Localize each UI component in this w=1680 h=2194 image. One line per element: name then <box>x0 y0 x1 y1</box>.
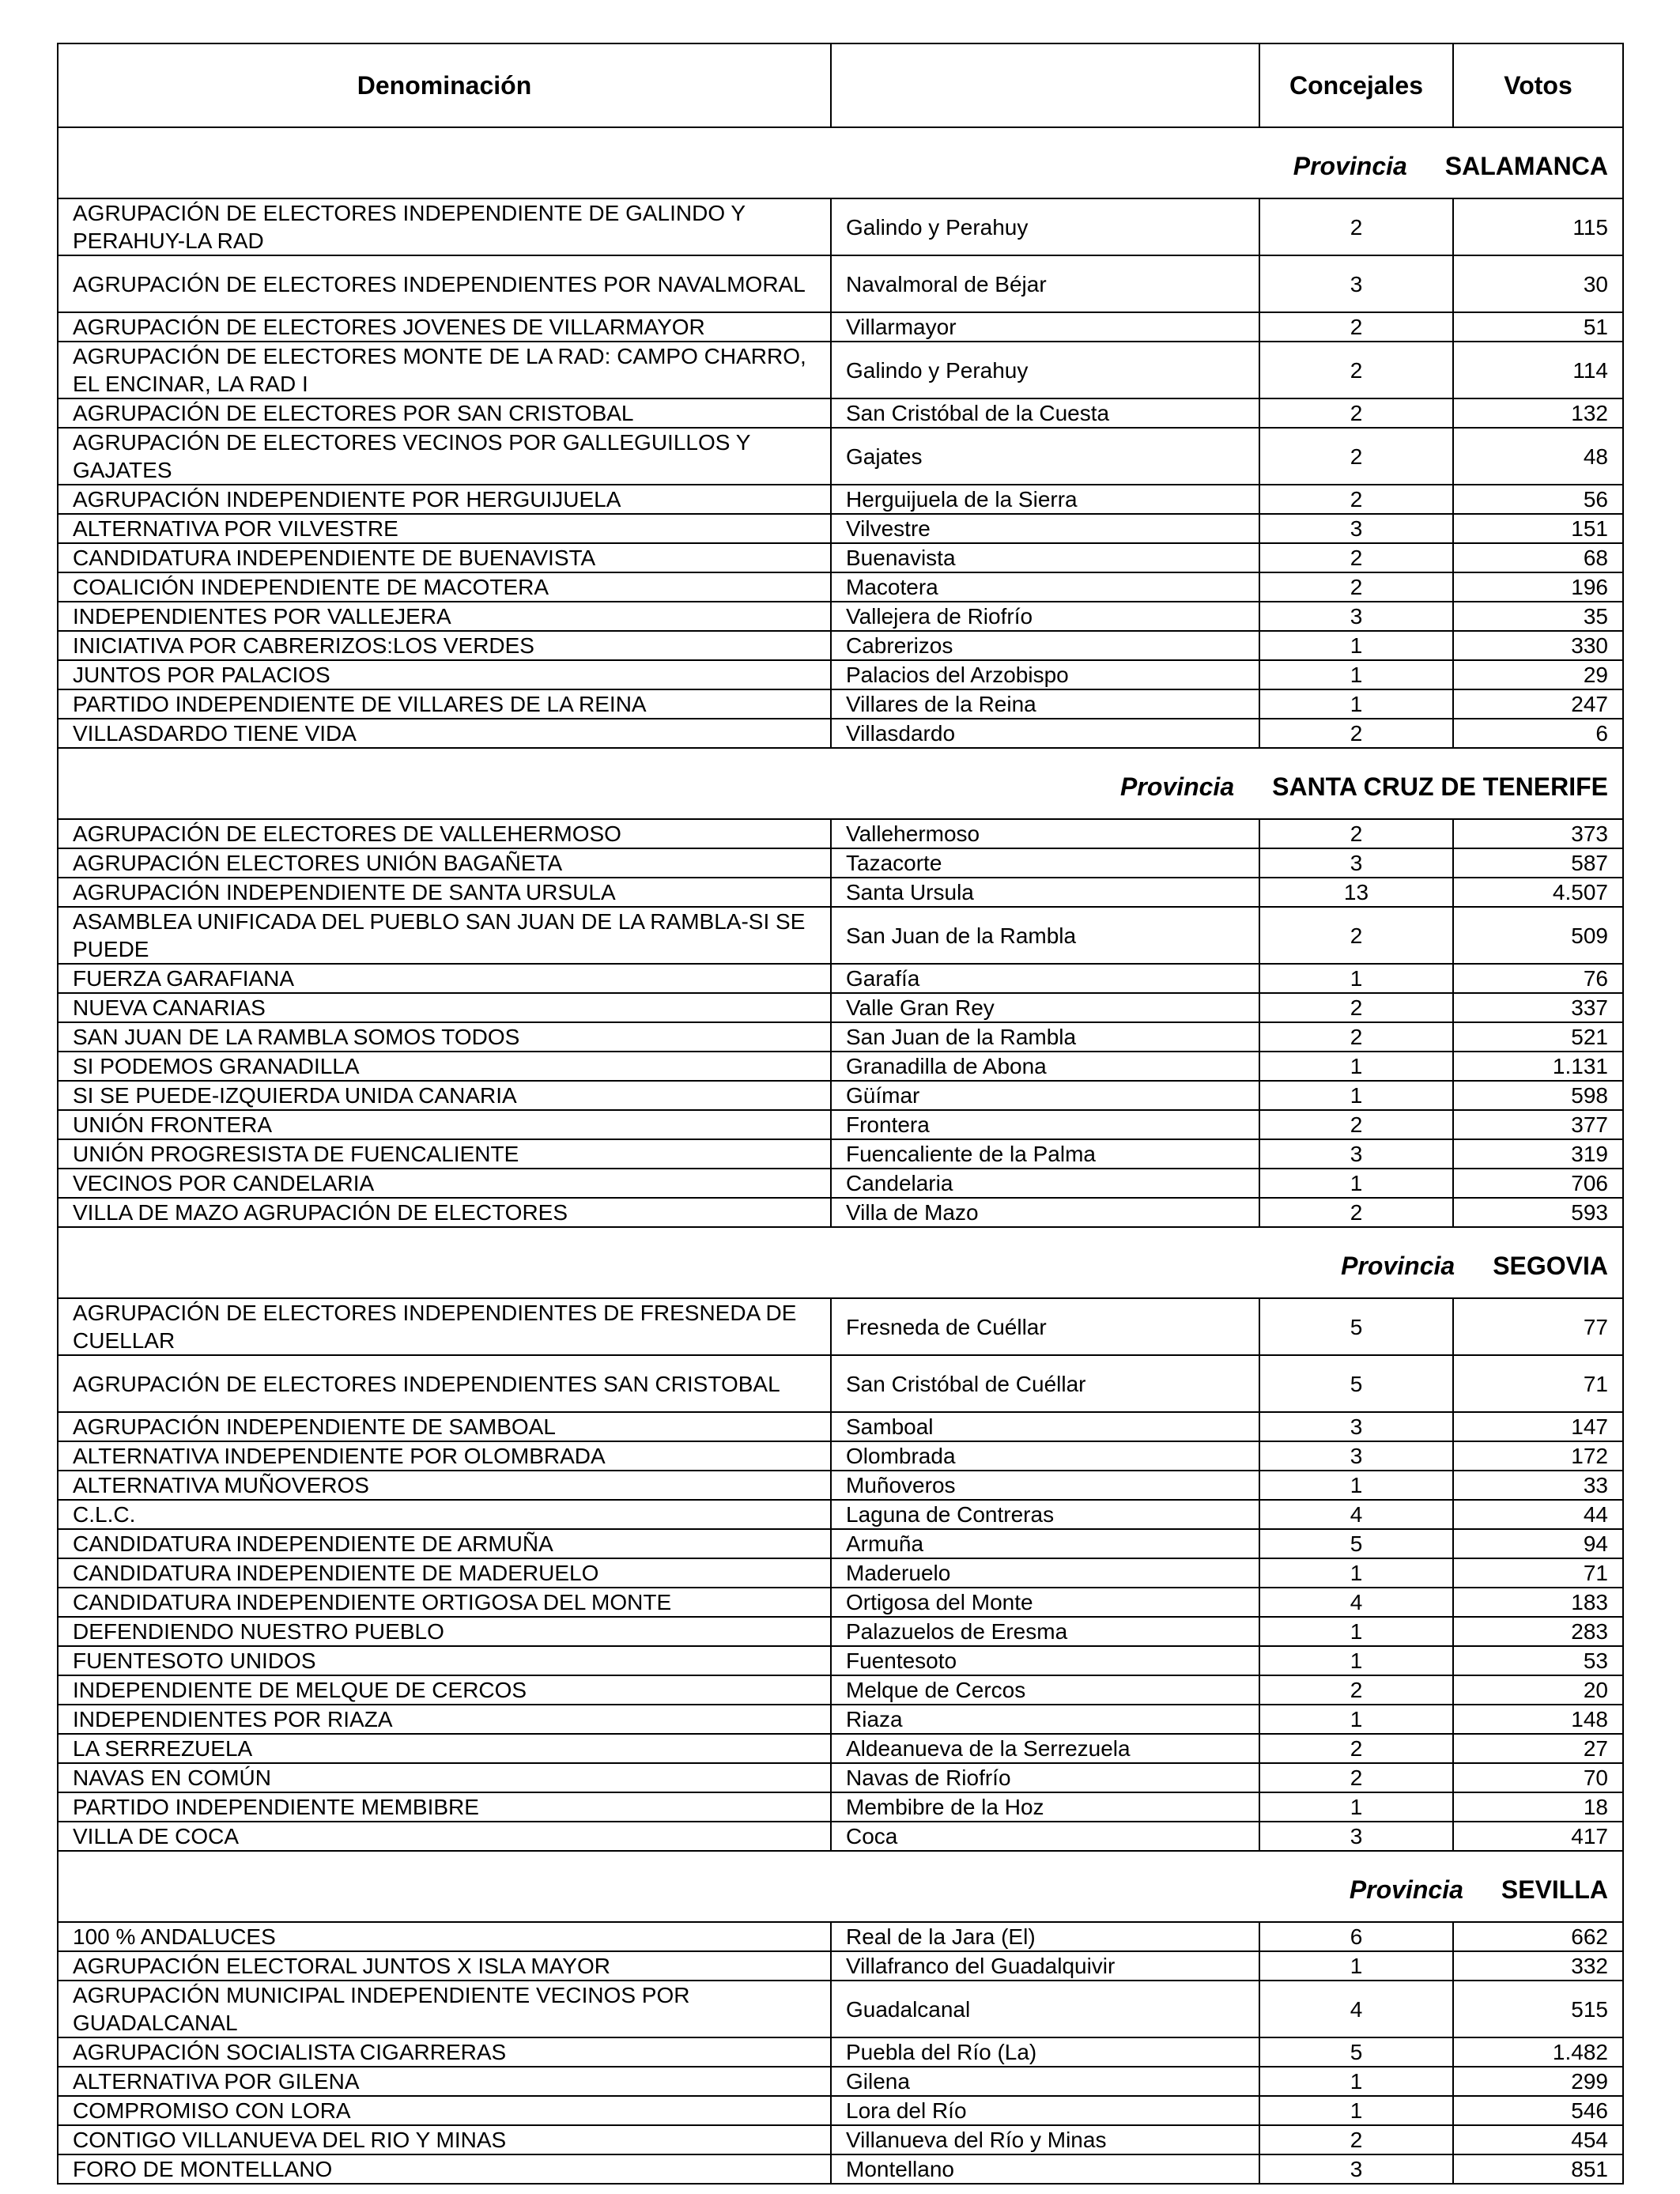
cell-municipio: Real de la Jara (El) <box>831 1922 1259 1951</box>
cell-votos: 546 <box>1453 2096 1623 2125</box>
table-row <box>58 1705 1623 1734</box>
province-label: Provincia <box>1293 151 1407 180</box>
cell-denominacion: 100 % ANDALUCES <box>58 1922 831 1951</box>
cell-municipio: Candelaria <box>831 1169 1259 1198</box>
cell-votos: 299 <box>1453 2067 1623 2096</box>
cell-concejales: 2 <box>1259 819 1453 848</box>
table-row <box>58 993 1623 1022</box>
cell-votos: 373 <box>1453 819 1623 848</box>
cell-concejales: 1 <box>1259 1792 1453 1822</box>
cell-municipio: Villares de la Reina <box>831 689 1259 719</box>
cell-concejales: 2 <box>1259 1198 1453 1227</box>
table-row <box>58 1763 1623 1792</box>
cell-denominacion: DEFENDIENDO NUESTRO PUEBLO <box>58 1617 831 1646</box>
cell-concejales: 2 <box>1259 1022 1453 1052</box>
table-row <box>58 1822 1623 1851</box>
table-row <box>58 514 1623 543</box>
cell-municipio: Coca <box>831 1822 1259 1851</box>
province-header <box>58 127 1623 198</box>
cell-votos: 509 <box>1453 907 1623 964</box>
cell-denominacion: FUERZA GARAFIANA <box>58 964 831 993</box>
cell-votos: 337 <box>1453 993 1623 1022</box>
table-row <box>58 1617 1623 1646</box>
cell-municipio: Tazacorte <box>831 848 1259 878</box>
table-row <box>58 1675 1623 1705</box>
cell-denominacion: AGRUPACIÓN DE ELECTORES MONTE DE LA RAD: CAMPO CHARRO, EL ENCINAR, LA RAD I <box>58 342 831 398</box>
cell-votos: 319 <box>1453 1139 1623 1169</box>
cell-denominacion: PARTIDO INDEPENDIENTE DE VILLARES DE LA REINA <box>58 689 831 719</box>
cell-concejales: 3 <box>1259 1139 1453 1169</box>
cell-concejales: 1 <box>1259 1951 1453 1981</box>
cell-concejales: 2 <box>1259 485 1453 514</box>
cell-concejales: 1 <box>1259 1705 1453 1734</box>
cell-municipio: Garafía <box>831 964 1259 993</box>
cell-votos: 247 <box>1453 689 1623 719</box>
cell-concejales: 3 <box>1259 848 1453 878</box>
table-row <box>58 255 1623 312</box>
cell-municipio: Güímar <box>831 1081 1259 1110</box>
cell-denominacion: INICIATIVA POR CABRERIZOS:LOS VERDES <box>58 631 831 660</box>
cell-votos: 35 <box>1453 602 1623 631</box>
province-header <box>58 748 1623 819</box>
table-row <box>58 342 1623 398</box>
cell-concejales: 1 <box>1259 2067 1453 2096</box>
cell-concejales: 1 <box>1259 689 1453 719</box>
cell-concejales: 1 <box>1259 964 1453 993</box>
cell-municipio: Galindo y Perahuy <box>831 198 1259 255</box>
cell-votos: 20 <box>1453 1675 1623 1705</box>
province-name: SALAMANCA <box>1444 151 1608 180</box>
cell-municipio: Melque de Cercos <box>831 1675 1259 1705</box>
table-row <box>58 1022 1623 1052</box>
cell-denominacion: COALICIÓN INDEPENDIENTE DE MACOTERA <box>58 572 831 602</box>
table-row <box>58 1529 1623 1558</box>
cell-votos: 148 <box>1453 1705 1623 1734</box>
cell-concejales: 2 <box>1259 993 1453 1022</box>
table-row <box>58 1471 1623 1500</box>
cell-denominacion: NUEVA CANARIAS <box>58 993 831 1022</box>
cell-votos: 330 <box>1453 631 1623 660</box>
cell-votos: 417 <box>1453 1822 1623 1851</box>
table-row <box>58 689 1623 719</box>
cell-votos: 44 <box>1453 1500 1623 1529</box>
cell-denominacion: VILLA DE MAZO AGRUPACIÓN DE ELECTORES <box>58 1198 831 1227</box>
cell-denominacion: C.L.C. <box>58 1500 831 1529</box>
cell-municipio: Lora del Río <box>831 2096 1259 2125</box>
table-row <box>58 1646 1623 1675</box>
cell-denominacion: VECINOS POR CANDELARIA <box>58 1169 831 1198</box>
cell-denominacion: FUENTESOTO UNIDOS <box>58 1646 831 1675</box>
cell-concejales: 1 <box>1259 1081 1453 1110</box>
cell-concejales: 1 <box>1259 660 1453 689</box>
cell-concejales: 1 <box>1259 1617 1453 1646</box>
cell-concejales: 2 <box>1259 342 1453 398</box>
table-header-row <box>58 43 1623 127</box>
table-row <box>58 1558 1623 1588</box>
cell-municipio: Herguijuela de la Sierra <box>831 485 1259 514</box>
cell-denominacion: INDEPENDIENTE DE MELQUE DE CERCOS <box>58 1675 831 1705</box>
cell-votos: 77 <box>1453 1298 1623 1355</box>
cell-denominacion: AGRUPACIÓN DE ELECTORES VECINOS POR GALLEGUILLOS Y GAJATES <box>58 428 831 485</box>
cell-concejales: 1 <box>1259 1169 1453 1198</box>
cell-votos: 593 <box>1453 1198 1623 1227</box>
cell-municipio: Montellano <box>831 2154 1259 2184</box>
cell-denominacion: ALTERNATIVA MUÑOVEROS <box>58 1471 831 1500</box>
cell-municipio: Fuencaliente de la Palma <box>831 1139 1259 1169</box>
cell-votos: 27 <box>1453 1734 1623 1763</box>
cell-municipio: Muñoveros <box>831 1471 1259 1500</box>
table-row <box>58 1951 1623 1981</box>
cell-denominacion: SI SE PUEDE-IZQUIERDA UNIDA CANARIA <box>58 1081 831 1110</box>
table-row <box>58 631 1623 660</box>
header-denominacion: Denominación <box>58 43 831 127</box>
cell-municipio: Vilvestre <box>831 514 1259 543</box>
cell-concejales: 3 <box>1259 514 1453 543</box>
cell-concejales: 3 <box>1259 1822 1453 1851</box>
cell-denominacion: VILLA DE COCA <box>58 1822 831 1851</box>
cell-concejales: 2 <box>1259 198 1453 255</box>
cell-denominacion: AGRUPACIÓN INDEPENDIENTE DE SAMBOAL <box>58 1412 831 1441</box>
table-row <box>58 660 1623 689</box>
cell-denominacion: AGRUPACIÓN DE ELECTORES INDEPENDIENTE DE GALINDO Y PERAHUY-LA RAD <box>58 198 831 255</box>
cell-votos: 332 <box>1453 1951 1623 1981</box>
cell-votos: 94 <box>1453 1529 1623 1558</box>
cell-municipio: Laguna de Contreras <box>831 1500 1259 1529</box>
province-header-row <box>58 1851 1623 1922</box>
cell-concejales: 5 <box>1259 1529 1453 1558</box>
table-row <box>58 1441 1623 1471</box>
cell-municipio: Macotera <box>831 572 1259 602</box>
cell-municipio: Armuña <box>831 1529 1259 1558</box>
table-row <box>58 428 1623 485</box>
table-row <box>58 1169 1623 1198</box>
table-row <box>58 1500 1623 1529</box>
table-row <box>58 602 1623 631</box>
table-row <box>58 1922 1623 1951</box>
cell-denominacion: AGRUPACIÓN INDEPENDIENTE DE SANTA URSULA <box>58 878 831 907</box>
cell-denominacion: PARTIDO INDEPENDIENTE MEMBIBRE <box>58 1792 831 1822</box>
cell-municipio: Fuentesoto <box>831 1646 1259 1675</box>
table-row <box>58 848 1623 878</box>
cell-votos: 283 <box>1453 1617 1623 1646</box>
table-row <box>58 1081 1623 1110</box>
cell-denominacion: ALTERNATIVA INDEPENDIENTE POR OLOMBRADA <box>58 1441 831 1471</box>
cell-concejales: 1 <box>1259 631 1453 660</box>
table-row <box>58 1198 1623 1227</box>
table-row <box>58 719 1623 748</box>
cell-concejales: 2 <box>1259 312 1453 342</box>
cell-concejales: 5 <box>1259 1298 1453 1355</box>
cell-concejales: 13 <box>1259 878 1453 907</box>
cell-municipio: Riaza <box>831 1705 1259 1734</box>
province-header <box>58 1851 1623 1922</box>
cell-denominacion: ALTERNATIVA POR GILENA <box>58 2067 831 2096</box>
cell-municipio: Villafranco del Guadalquivir <box>831 1951 1259 1981</box>
table-row <box>58 1110 1623 1139</box>
cell-denominacion: ASAMBLEA UNIFICADA DEL PUEBLO SAN JUAN DE LA RAMBLA-SI SE PUEDE <box>58 907 831 964</box>
cell-denominacion: CANDIDATURA INDEPENDIENTE DE ARMUÑA <box>58 1529 831 1558</box>
table-row <box>58 572 1623 602</box>
cell-votos: 71 <box>1453 1558 1623 1588</box>
cell-votos: 598 <box>1453 1081 1623 1110</box>
table-row <box>58 1412 1623 1441</box>
cell-denominacion: AGRUPACIÓN DE ELECTORES DE VALLEHERMOSO <box>58 819 831 848</box>
cell-concejales: 2 <box>1259 1110 1453 1139</box>
province-header <box>58 1227 1623 1298</box>
cell-municipio: Ortigosa del Monte <box>831 1588 1259 1617</box>
province-name: SEVILLA <box>1501 1875 1608 1904</box>
table-row <box>58 1139 1623 1169</box>
cell-denominacion: COMPROMISO CON LORA <box>58 2096 831 2125</box>
table-row <box>58 1792 1623 1822</box>
cell-concejales: 2 <box>1259 398 1453 428</box>
table-row <box>58 1355 1623 1412</box>
table-row <box>58 2125 1623 2154</box>
cell-concejales: 2 <box>1259 428 1453 485</box>
cell-municipio: Navas de Riofrío <box>831 1763 1259 1792</box>
cell-municipio: Navalmoral de Béjar <box>831 255 1259 312</box>
province-name: SANTA CRUZ DE TENERIFE <box>1272 772 1608 801</box>
cell-denominacion: UNIÓN FRONTERA <box>58 1110 831 1139</box>
results-table <box>57 43 1624 2185</box>
cell-votos: 183 <box>1453 1588 1623 1617</box>
cell-votos: 196 <box>1453 572 1623 602</box>
table-row <box>58 878 1623 907</box>
cell-votos: 151 <box>1453 514 1623 543</box>
cell-municipio: Palazuelos de Eresma <box>831 1617 1259 1646</box>
cell-concejales: 3 <box>1259 1441 1453 1471</box>
table-row <box>58 907 1623 964</box>
cell-concejales: 2 <box>1259 719 1453 748</box>
table-row <box>58 2154 1623 2184</box>
cell-municipio: Frontera <box>831 1110 1259 1139</box>
cell-votos: 454 <box>1453 2125 1623 2154</box>
table-row <box>58 485 1623 514</box>
header-municipio <box>831 43 1259 127</box>
cell-votos: 1.131 <box>1453 1052 1623 1081</box>
cell-votos: 706 <box>1453 1169 1623 1198</box>
cell-municipio: Valle Gran Rey <box>831 993 1259 1022</box>
cell-concejales: 2 <box>1259 1734 1453 1763</box>
cell-votos: 76 <box>1453 964 1623 993</box>
cell-votos: 6 <box>1453 719 1623 748</box>
cell-votos: 114 <box>1453 342 1623 398</box>
cell-municipio: Santa Ursula <box>831 878 1259 907</box>
cell-denominacion: SI PODEMOS GRANADILLA <box>58 1052 831 1081</box>
cell-votos: 70 <box>1453 1763 1623 1792</box>
cell-municipio: Maderuelo <box>831 1558 1259 1588</box>
cell-municipio: Vallejera de Riofrío <box>831 602 1259 631</box>
cell-denominacion: JUNTOS POR PALACIOS <box>58 660 831 689</box>
cell-concejales: 5 <box>1259 1355 1453 1412</box>
cell-concejales: 4 <box>1259 1588 1453 1617</box>
table-body <box>58 127 1623 2184</box>
cell-concejales: 3 <box>1259 602 1453 631</box>
cell-votos: 51 <box>1453 312 1623 342</box>
cell-votos: 29 <box>1453 660 1623 689</box>
table-row <box>58 398 1623 428</box>
cell-concejales: 1 <box>1259 1558 1453 1588</box>
cell-votos: 851 <box>1453 2154 1623 2184</box>
cell-denominacion: ALTERNATIVA POR VILVESTRE <box>58 514 831 543</box>
cell-concejales: 2 <box>1259 1675 1453 1705</box>
cell-votos: 1.482 <box>1453 2037 1623 2067</box>
cell-municipio: Buenavista <box>831 543 1259 572</box>
cell-concejales: 2 <box>1259 1763 1453 1792</box>
cell-concejales: 3 <box>1259 255 1453 312</box>
cell-denominacion: AGRUPACIÓN DE ELECTORES POR SAN CRISTOBAL <box>58 398 831 428</box>
cell-municipio: Cabrerizos <box>831 631 1259 660</box>
cell-votos: 71 <box>1453 1355 1623 1412</box>
cell-votos: 662 <box>1453 1922 1623 1951</box>
cell-municipio: Palacios del Arzobispo <box>831 660 1259 689</box>
table-row <box>58 312 1623 342</box>
cell-denominacion: INDEPENDIENTES POR RIAZA <box>58 1705 831 1734</box>
cell-denominacion: AGRUPACIÓN DE ELECTORES INDEPENDIENTES SAN CRISTOBAL <box>58 1355 831 1412</box>
cell-denominacion: CANDIDATURA INDEPENDIENTE DE BUENAVISTA <box>58 543 831 572</box>
cell-denominacion: SAN JUAN DE LA RAMBLA SOMOS TODOS <box>58 1022 831 1052</box>
cell-concejales: 2 <box>1259 543 1453 572</box>
table-row <box>58 1588 1623 1617</box>
cell-votos: 172 <box>1453 1441 1623 1471</box>
cell-denominacion: AGRUPACIÓN DE ELECTORES INDEPENDIENTES DE FRESNEDA DE CUELLAR <box>58 1298 831 1355</box>
cell-municipio: San Juan de la Rambla <box>831 907 1259 964</box>
cell-concejales: 6 <box>1259 1922 1453 1951</box>
cell-municipio: Vallehermoso <box>831 819 1259 848</box>
cell-concejales: 1 <box>1259 1052 1453 1081</box>
cell-municipio: Villasdardo <box>831 719 1259 748</box>
cell-concejales: 1 <box>1259 2096 1453 2125</box>
cell-concejales: 4 <box>1259 1981 1453 2037</box>
cell-denominacion: VILLASDARDO TIENE VIDA <box>58 719 831 748</box>
table-row <box>58 543 1623 572</box>
table-row <box>58 964 1623 993</box>
cell-votos: 30 <box>1453 255 1623 312</box>
cell-municipio: Samboal <box>831 1412 1259 1441</box>
province-header-row <box>58 1227 1623 1298</box>
header-concejales: Concejales <box>1259 43 1453 127</box>
cell-municipio: Olombrada <box>831 1441 1259 1471</box>
province-header-row <box>58 127 1623 198</box>
province-name: SEGOVIA <box>1493 1251 1608 1280</box>
cell-municipio: Puebla del Río (La) <box>831 2037 1259 2067</box>
cell-municipio: Fresneda de Cuéllar <box>831 1298 1259 1355</box>
cell-municipio: San Cristóbal de la Cuesta <box>831 398 1259 428</box>
cell-municipio: Villarmayor <box>831 312 1259 342</box>
table-row <box>58 819 1623 848</box>
cell-concejales: 3 <box>1259 1412 1453 1441</box>
cell-denominacion: CANDIDATURA INDEPENDIENTE ORTIGOSA DEL MONTE <box>58 1588 831 1617</box>
cell-municipio: San Cristóbal de Cuéllar <box>831 1355 1259 1412</box>
cell-votos: 56 <box>1453 485 1623 514</box>
cell-concejales: 5 <box>1259 2037 1453 2067</box>
cell-denominacion: UNIÓN PROGRESISTA DE FUENCALIENTE <box>58 1139 831 1169</box>
table-row <box>58 198 1623 255</box>
table-row <box>58 1734 1623 1763</box>
cell-municipio: Galindo y Perahuy <box>831 342 1259 398</box>
table-row <box>58 1298 1623 1355</box>
cell-votos: 132 <box>1453 398 1623 428</box>
cell-denominacion: AGRUPACIÓN DE ELECTORES INDEPENDIENTES POR NAVALMORAL <box>58 255 831 312</box>
cell-denominacion: CANDIDATURA INDEPENDIENTE DE MADERUELO <box>58 1558 831 1588</box>
cell-denominacion: AGRUPACIÓN DE ELECTORES JOVENES DE VILLARMAYOR <box>58 312 831 342</box>
cell-concejales: 2 <box>1259 572 1453 602</box>
cell-votos: 48 <box>1453 428 1623 485</box>
cell-concejales: 2 <box>1259 2125 1453 2154</box>
cell-votos: 587 <box>1453 848 1623 878</box>
table-row <box>58 2067 1623 2096</box>
cell-denominacion: LA SERREZUELA <box>58 1734 831 1763</box>
cell-denominacion: NAVAS EN COMÚN <box>58 1763 831 1792</box>
cell-votos: 68 <box>1453 543 1623 572</box>
cell-votos: 33 <box>1453 1471 1623 1500</box>
cell-denominacion: AGRUPACIÓN SOCIALISTA CIGARRERAS <box>58 2037 831 2067</box>
cell-votos: 18 <box>1453 1792 1623 1822</box>
cell-concejales: 4 <box>1259 1500 1453 1529</box>
cell-votos: 4.507 <box>1453 878 1623 907</box>
cell-concejales: 3 <box>1259 2154 1453 2184</box>
cell-concejales: 1 <box>1259 1646 1453 1675</box>
cell-concejales: 1 <box>1259 1471 1453 1500</box>
cell-concejales: 2 <box>1259 907 1453 964</box>
cell-municipio: San Juan de la Rambla <box>831 1022 1259 1052</box>
cell-denominacion: INDEPENDIENTES POR VALLEJERA <box>58 602 831 631</box>
cell-municipio: Villanueva del Río y Minas <box>831 2125 1259 2154</box>
cell-municipio: Gajates <box>831 428 1259 485</box>
cell-denominacion: FORO DE MONTELLANO <box>58 2154 831 2184</box>
cell-denominacion: AGRUPACIÓN ELECTORAL JUNTOS X ISLA MAYOR <box>58 1951 831 1981</box>
province-label: Provincia <box>1349 1875 1463 1904</box>
province-header-row <box>58 748 1623 819</box>
province-label: Provincia <box>1341 1251 1455 1280</box>
cell-votos: 521 <box>1453 1022 1623 1052</box>
cell-votos: 115 <box>1453 198 1623 255</box>
cell-municipio: Aldeanueva de la Serrezuela <box>831 1734 1259 1763</box>
province-label: Provincia <box>1120 772 1235 801</box>
cell-votos: 515 <box>1453 1981 1623 2037</box>
cell-municipio: Membibre de la Hoz <box>831 1792 1259 1822</box>
cell-municipio: Gilena <box>831 2067 1259 2096</box>
table-row <box>58 2096 1623 2125</box>
cell-denominacion: CONTIGO VILLANUEVA DEL RIO Y MINAS <box>58 2125 831 2154</box>
cell-denominacion: AGRUPACIÓN INDEPENDIENTE POR HERGUIJUELA <box>58 485 831 514</box>
cell-municipio: Villa de Mazo <box>831 1198 1259 1227</box>
table-row <box>58 1981 1623 2037</box>
cell-votos: 377 <box>1453 1110 1623 1139</box>
table-row <box>58 1052 1623 1081</box>
header-votos: Votos <box>1453 43 1623 127</box>
cell-votos: 147 <box>1453 1412 1623 1441</box>
cell-denominacion: AGRUPACIÓN MUNICIPAL INDEPENDIENTE VECINOS POR GUADALCANAL <box>58 1981 831 2037</box>
cell-municipio: Granadilla de Abona <box>831 1052 1259 1081</box>
cell-denominacion: AGRUPACIÓN ELECTORES UNIÓN BAGAÑETA <box>58 848 831 878</box>
cell-municipio: Guadalcanal <box>831 1981 1259 2037</box>
table-row <box>58 2037 1623 2067</box>
cell-votos: 53 <box>1453 1646 1623 1675</box>
